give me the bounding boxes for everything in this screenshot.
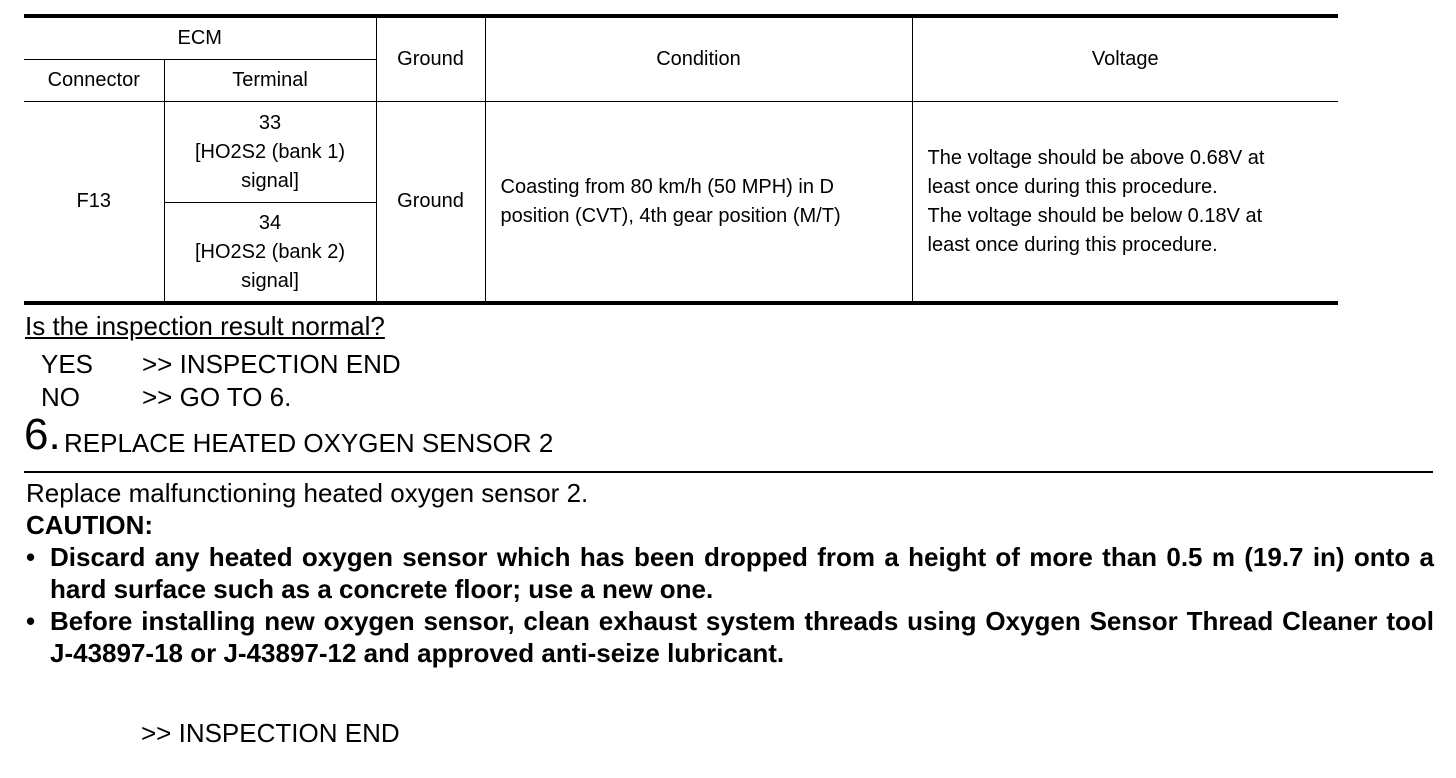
- terminal-34-name2: signal]: [241, 269, 299, 292]
- header-voltage: Voltage: [912, 16, 1338, 102]
- caution-item-1-text: Discard any heated oxygen sensor which has been dropped from a height of more than 0.5 m (19.7 in) onto a hard surface such as a concrete floor; use a new one.: [50, 542, 1434, 604]
- terminal-34-name: [HO2S2 (bank 2): [194, 240, 346, 263]
- voltage-line-1: The voltage should be above 0.68V at: [927, 146, 1265, 169]
- header-condition: Condition: [485, 16, 912, 102]
- inspection-end: >> INSPECTION END: [141, 718, 400, 748]
- connector-cell: F13: [24, 102, 164, 304]
- terminal-34-number: 34: [258, 211, 282, 234]
- step-number: 6.: [24, 410, 61, 459]
- step-title: REPLACE HEATED OXYGEN SENSOR 2: [64, 428, 554, 458]
- answer-yes-value: >> INSPECTION END: [142, 349, 401, 379]
- bullet-marker: •: [26, 542, 36, 572]
- header-terminal: Terminal: [164, 60, 376, 102]
- terminal-33-name: [HO2S2 (bank 1): [194, 140, 346, 163]
- condition-line-1: Coasting from 80 km/h (50 MPH) in D: [500, 175, 834, 198]
- step-heading: [24, 409, 1433, 473]
- instruction-text: Replace malfunctioning heated oxygen sensor 2.: [26, 478, 589, 508]
- caution-heading: CAUTION:: [26, 510, 154, 540]
- caution-item-1: [26, 541, 1434, 605]
- answer-no: [41, 382, 291, 412]
- terminal-cell-33: [164, 102, 376, 203]
- caution-item-2: [26, 605, 1434, 669]
- bullet-marker: •: [26, 606, 36, 636]
- voltage-check-table: [24, 14, 1338, 305]
- condition-cell: [485, 102, 912, 304]
- header-ecm: ECM: [24, 16, 376, 60]
- voltage-line-3: The voltage should be below 0.18V at: [927, 204, 1263, 227]
- terminal-33-number: 33: [258, 111, 282, 134]
- ground-cell: Ground: [376, 102, 485, 304]
- voltage-line-2: least once during this procedure.: [927, 175, 1218, 198]
- terminal-cell-34: [164, 203, 376, 304]
- header-connector: Connector: [24, 60, 164, 102]
- answer-no-key: NO: [41, 382, 80, 412]
- voltage-cell: [912, 102, 1338, 304]
- answer-yes-key: YES: [41, 349, 94, 379]
- header-ground: Ground: [376, 16, 485, 102]
- answer-no-value: >> GO TO 6.: [142, 382, 292, 412]
- condition-line-2: position (CVT), 4th gear position (M/T): [500, 204, 841, 227]
- terminal-33-name2: signal]: [241, 169, 299, 192]
- inspection-question: Is the inspection result normal?: [25, 311, 385, 341]
- caution-item-2-text: Before installing new oxygen sensor, clean exhaust system threads using Oxygen Sensor Thread Cleaner tool J-43897-18 or J-43897-12 and approved anti-seize lubricant.: [50, 606, 1434, 668]
- voltage-line-4: least once during this procedure.: [927, 233, 1218, 256]
- answer-yes: [41, 349, 401, 379]
